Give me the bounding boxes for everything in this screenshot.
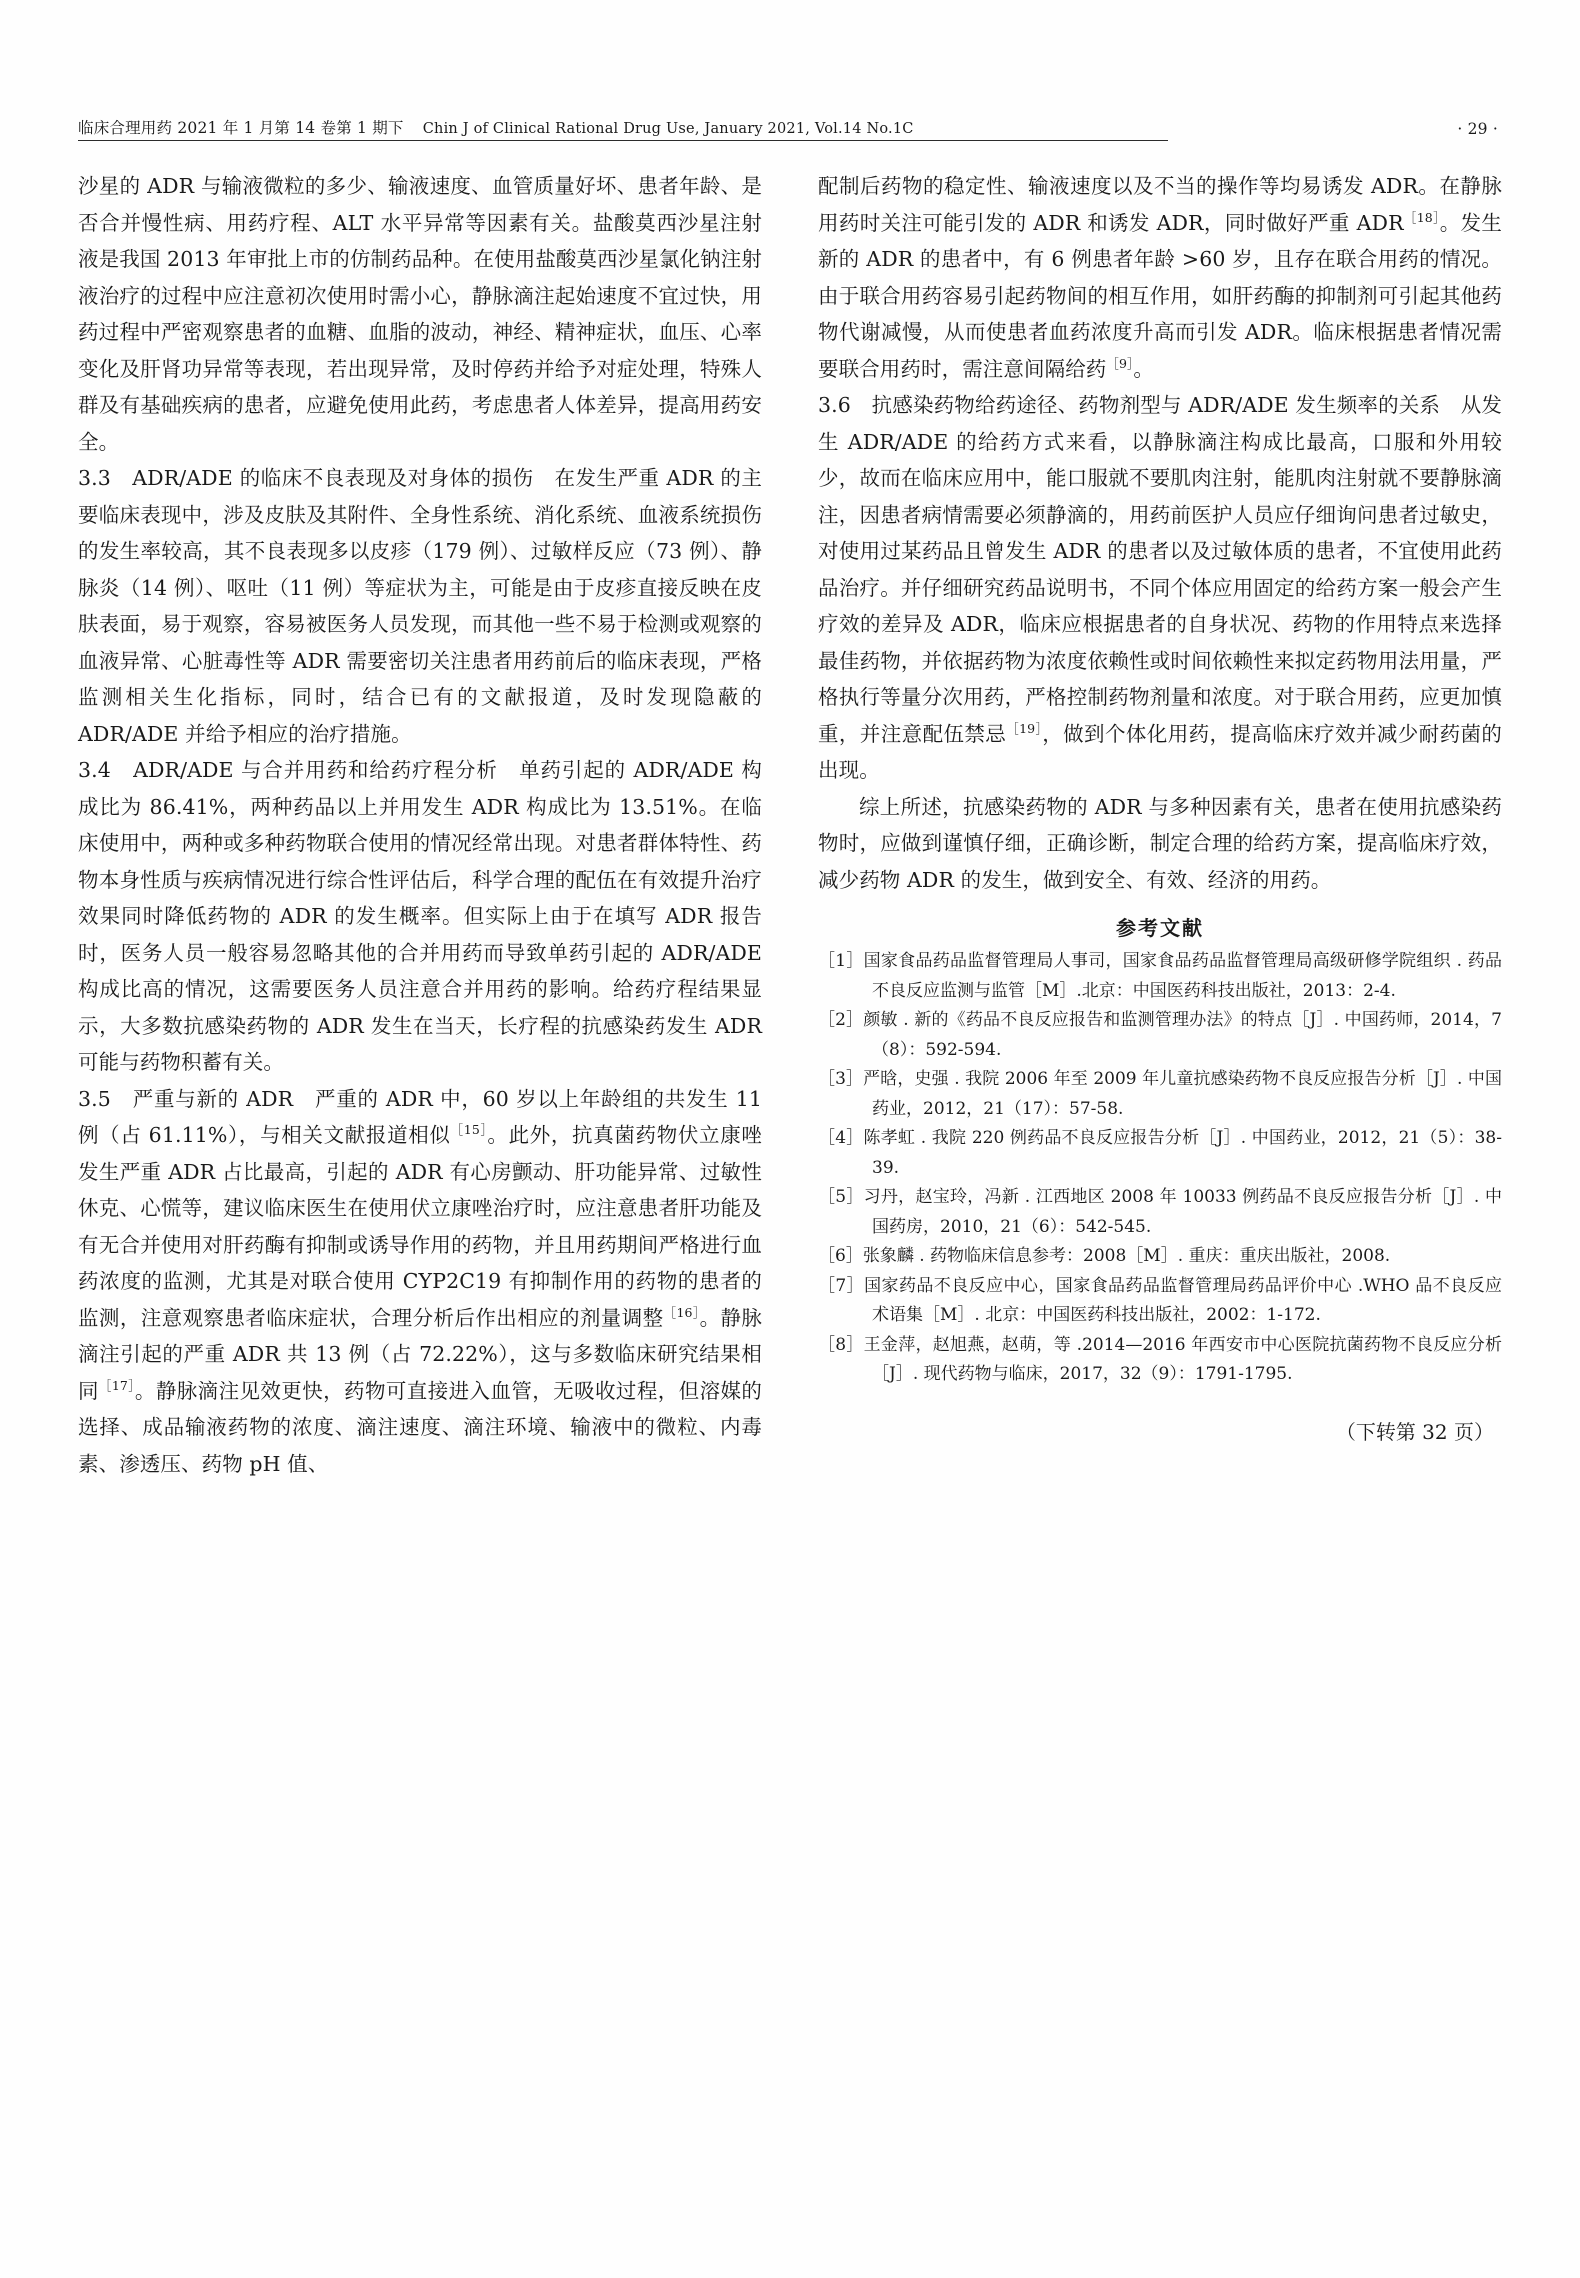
left-column [78,168,762,1482]
right-top-text-1: 配制后药物的稳定性、输液速度以及不当的操作等均易诱发 ADR。在静脉用药时关注可能引发的 ADR 和诱发 ADR，同时做好严重 ADR [818,174,1502,235]
citation-18: ［18］ [1403,209,1440,225]
column-container [78,168,1502,1482]
section-3-5 [78,1081,762,1483]
section-3-6-text-1: 3.6 抗感染药物给药途径、药物剂型与 ADR/ADE 发生频率的关系 从发生 ADR/ADE 的给药方式来看，以静脉滴注构成比最高，口服和外用较少，故而在临床应用中，能口服就不要肌肉注射，能肌肉注射就不要静脉滴注，因患者病情需要必须静滴的，用药前医护人员应仔细询问患者过敏史，对使用过某药品且曾发生 ADR 的患者以及过敏体质的患者，不宜使用此药品治疗。并仔细研究药品说明书，不同个体应用固定的给药方案一般会产生疗效的差异及 ADR，临床应根据患者的自身状况、药物的作用特点来选择最佳药物，并依据药物为浓度依赖性或时间依赖性来拟定药物用法用量，严格执行等量分次用药，严格控制药物剂量和浓度。对于联合用药，应更加慎重，并注意配伍禁忌 [818,393,1502,746]
section-3-5-text-3: 。静脉滴注引起的严重 ADR 共 13 例（占 72.22%），这与多数临床研究结果相同 [78,1305,762,1403]
paragraph-continued: 沙星的 ADR 与输液微粒的多少、输液速度、血管质量好坏、患者年龄、是否合并慢性病、用药疗程、ALT 水平异常等因素有关。盐酸莫西沙星注射液是我国 2013 年审批上市的仿制药品种。在使用盐酸莫西沙星氯化钠注射液治疗的过程中应注意初次使用时需小心，静脉滴注起始速度不宜过快，用药过程中严密观察患者的血糖、血脂的波动，神经、精神症状，血压、心率变化及肝肾功异常等表现，若出现异常，及时停药并给予对症处理，特殊人群及有基础疾病的患者，应避免使用此药，考虑患者人体差异，提高用药安全。 [78,174,762,454]
continued-note: （下转第 32 页） [1335,1419,1494,1444]
section-3-4: 3.4 ADR/ADE 与合并用药和给药疗程分析 单药引起的 ADR/ADE 构成比为 86.41%，两种药品以上并用发生 ADR 构成比为 13.51%。在临床使用中，两种或多种药物联合使用的情况经常出现。对患者群体特性、药物本身性质与疾病情况进行综合性评估后，科学合理的配伍在有效提升治疗效果同时降低药物的 ADR 的发生概率。但实际上由于在填写 ADR 报告时，医务人员一般容易忽略其他的合并用药而导致单药引起的 ADR/ADE 构成比高的情况，这需要医务人员注意合并用药的影响。给药疗程结果显示，大多数抗感染药物的 ADR 发生在当天，长疗程的抗感染药发生 ADR 可能与药物积蓄有关。 [78,758,762,1074]
section-3-6-text-2: ，做到个体化用药，提高临床疗效并减少耐药菌的出现。 [818,721,1502,782]
citation-9: ［9］ [1106,355,1134,371]
references-heading: 参考文献 [1116,916,1204,940]
citation-15: ［15］ [450,1122,488,1138]
journal-title-cn: 临床合理用药 2021 年 1 月第 14 卷第 1 期下 [78,119,404,137]
reference-item: ［5］习丹，赵宝玲，冯新 . 江西地区 2008 年 10033 例药品不良反应报告分析［J］. 中国药房，2010，21（6）：542-545. [818,1187,1502,1237]
section-3-5-text-1: 3.5 严重与新的 ADR 严重的 ADR 中，60 岁以上年龄组的共发生 11 例（占 61.11%），与相关文献报道相似 [78,1086,762,1147]
reference-item: ［4］陈孝虹 . 我院 220 例药品不良反应报告分析［J］. 中国药业，2012，21（5）：38-39. [818,1128,1502,1178]
journal-title-en: Chin J of Clinical Rational Drug Use, January 2021, Vol.14 No.1C [422,121,914,137]
section-3-5-text-2: 。此外，抗真菌药物伏立康唑发生严重 ADR 占比最高，引起的 ADR 有心房颤动、肝功能异常、过敏性休克、心慌等，建议临床医生在使用伏立康唑治疗时，应注意患者肝功能及有无合并使用对肝药酶有抑制或诱导作用的药物，并且用药期间严格进行血药浓度的监测，尤其是对联合使用 CYP2C19 有抑制作用的药物的患者的监测，注意观察患者临床症状，合理分析后作出相应的剂量调整 [78,1123,762,1330]
right-column [818,168,1502,1482]
reference-item: ［6］张象麟 . 药物临床信息参考：2008［M］. 重庆：重庆出版社，2008. [818,1246,1391,1266]
reference-item: ［7］国家药品不良反应中心，国家食品药品监督管理局药品评价中心 .WHO 品不良反应术语集［M］. 北京：中国医药科技出版社，2002：1-172. [818,1275,1502,1325]
right-top-text-2: 。发生新的 ADR 的患者中，有 6 例患者年龄 >60 岁，且存在联合用药的情况。由于联合用药容易引起药物间的相互作用，如肝药酶的抑制剂可引起其他药物代谢减慢，从而使患者血药浓度升高而引发 ADR。临床根据患者情况需要联合用药时，需注意间隔给药 [818,210,1503,381]
running-head-left [78,116,914,138]
section-3-3: 3.3 ADR/ADE 的临床不良表现及对身体的损伤 在发生严重 ADR 的主要临床表现中，涉及皮肤及其附件、全身性系统、消化系统、血液系统损伤的发生率较高，其不良表现多以皮疹（179 例）、过敏样反应（73 例）、静脉炎（14 例）、呕吐（11 例）等症状为主，可能是由于皮疹直接反映在皮肤表面，易于观察，容易被医务人员发现，而其他一些不易于检测或观察的血液异常、心脏毒性等 ADR 需要密切关注患者用药前后的临床表现，严格监测相关生化指标，同时，结合已有的文献报道，及时发现隐蔽的 ADR/ADE 并给予相应的治疗措施。 [78,466,762,746]
section-3-6 [818,387,1502,789]
running-head [78,100,1502,138]
reference-item: ［1］国家食品药品监督管理局人事司，国家食品药品监督管理局高级研修学院组织 . 药品不良反应监测与监管［M］.北京：中国医药科技出版社，2013：2-4. [818,951,1502,1001]
reference-item: ［8］王金萍，赵旭燕，赵萌，等 .2014—2016 年西安市中心医院抗菌药物不良反应分析［J］. 现代药物与临床，2017，32（9）：1791-1795. [818,1334,1502,1384]
reference-item: ［3］严晗，史强 . 我院 2006 年至 2009 年儿童抗感染药物不良反应报告分析［J］. 中国药业，2012，21（17）：57-58. [818,1069,1502,1119]
reference-item: ［2］颜敏 . 新的《药品不良反应报告和监测管理办法》的特点［J］. 中国药师，2014，7（8）：592-594. [818,1010,1502,1060]
citation-16: ［16］ [663,1304,700,1320]
right-top-text-3: 。 [1133,356,1155,381]
citation-17: ［17］ [98,1377,135,1393]
paragraph-top-right [818,168,1502,387]
conclusion-paragraph: 综上所述，抗感染药物的 ADR 与多种因素有关，患者在使用抗感染药物时，应做到谨慎仔细，正确诊断，制定合理的给药方案，提高临床疗效，减少药物 ADR 的发生，做到安全、有效、经济的用药。 [818,794,1502,892]
section-3-5-text-4: 。静脉滴注见效更快，药物可直接进入血管，无吸收过程，但溶媒的选择、成品输液药物的浓度、滴注速度、滴注环境、输液中的微粒、内毒素、渗透压、药物 pH 值、 [78,1378,762,1476]
citation-19: ［19］ [1006,720,1043,736]
header-divider [78,140,1168,141]
page-number: · 29 · [1457,120,1498,138]
